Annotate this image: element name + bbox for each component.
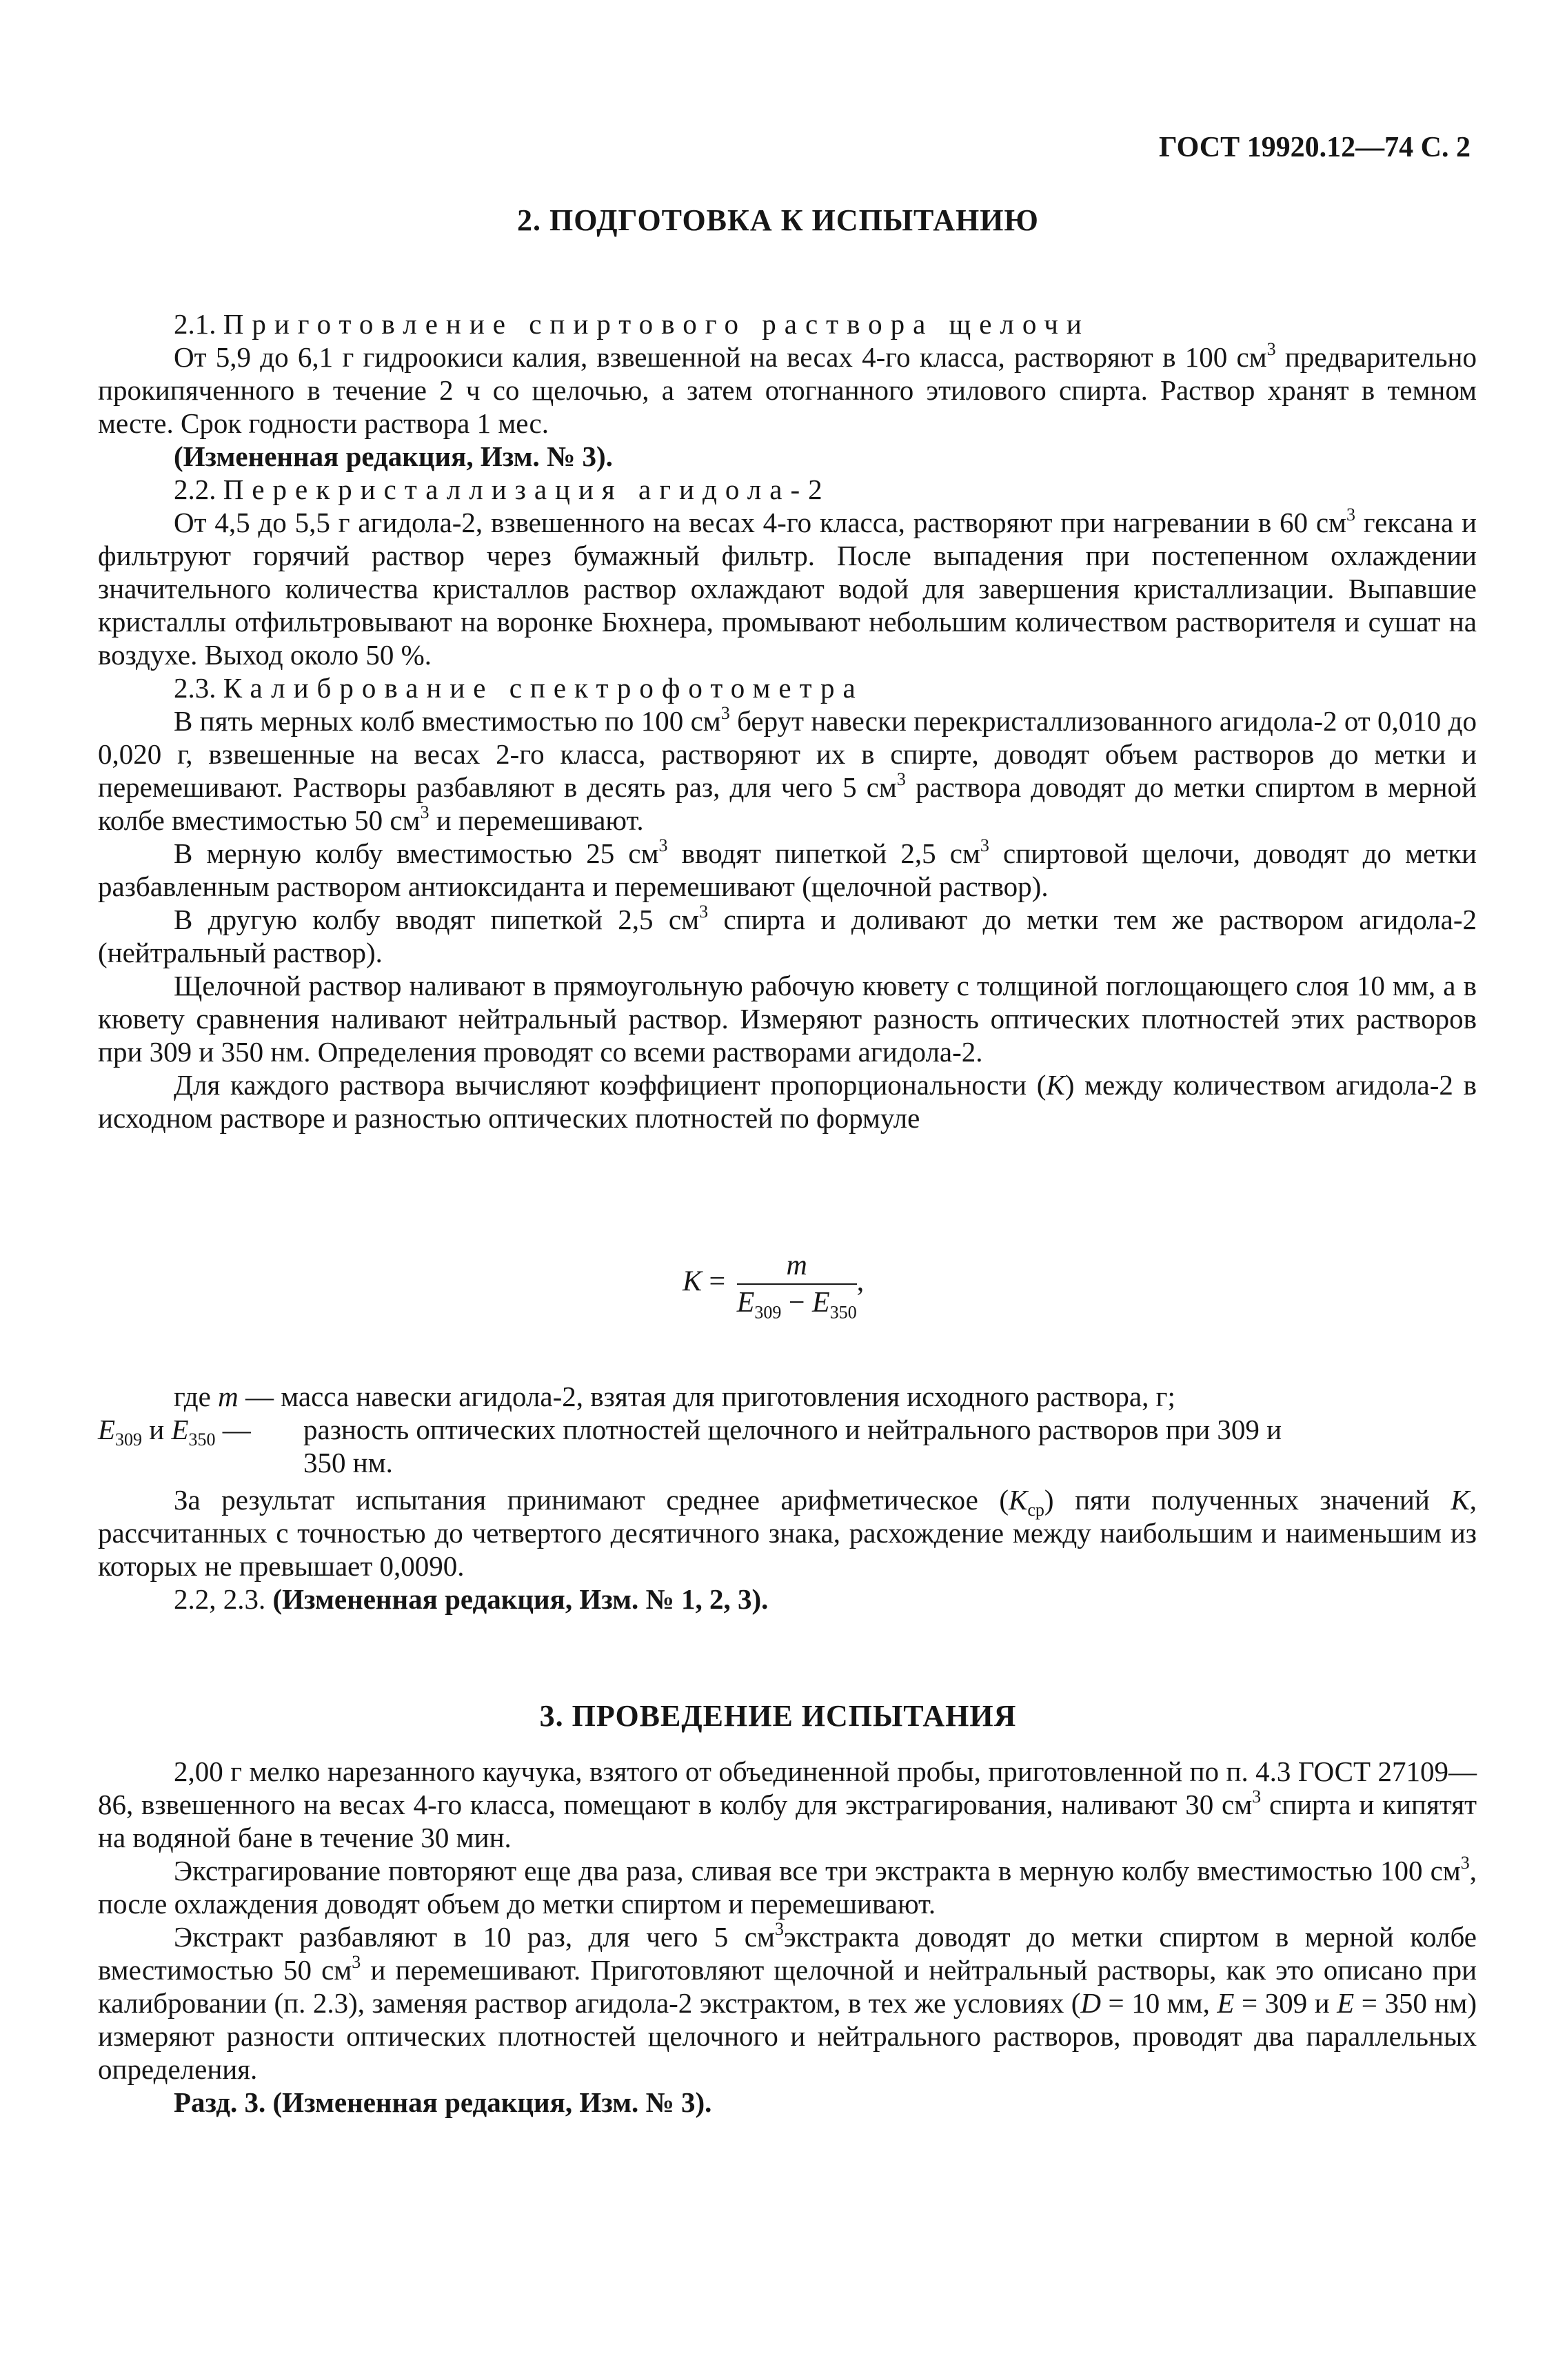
result-paragraph: За результат испытания принимают среднее арифметическое $(K_{ср})$ пяти полученных значений K, рассчитанных с точностью до четвертого десятичного знака, расхождение между наибольшим и наименьшим из которых не превышает 0,0090. 2.2, 2.3. (Измененная редакция, Изм. № 1, 2, 3). xyxy=(98,1484,1477,1615)
section-3-text-3: Экстракт разбавляют в 10 раз, для чего 5 $см^3экстракта$ доводят до метки спиртом в мерной колбе вместимостью 50 $см^3$ и перемешивают. Приготовляют щелочной и нейтральный растворы, как это описано при калибровании (п. 2.3), заменяя раствор агидола-2 экстрактом, в тех же условиях (D = 10 мм, E = 309 и E = 350 нм) измеряют разности оптических плотностей щелочного и нейтрального растворов, проводят два параллельных определения. xyxy=(98,1919,1477,2085)
clause-2-3-text-5: Для каждого раствора вычисляют коэффициент пропорциональности (K) между количеством агидола-2 в исходном растворе и разностью оптических плотностей по формуле xyxy=(98,1069,1477,1134)
clause-2-3-text-4: Щелочной раствор наливают в прямоугольную рабочую кювету с толщиной поглощающего слоя 10 мм, а в кювету сравнения наливают нейтральный раствор. Измеряют разность оптических плотностей этих растворов при 309 и 350 нм. Определения проводят со всеми растворами агидола-2. xyxy=(98,970,1477,1068)
clause-2-3-text-1: В пять мерных колб вместимостью по 100 $см^3$ берут навески перекристаллизованного агидола-2 от 0,010 до 0,020 г, взвешенные на весах 2-го класса, растворяют их в спирте, доводят объем растворов до метки и перемешивают. Растворы разбавляют в десять раз, для чего 5 $см^3$ раствора доводят до метки спиртом в мерной колбе вместимостью 50 $см^3$ и перемешивают. xyxy=(98,703,1477,836)
document-reference: ГОСТ 19920.12—74 С. 2 xyxy=(1158,132,1471,163)
clause-title: Калибрование спектрофотометра xyxy=(223,672,864,704)
clause-2-1-text: От 5,9 до 6,1 г гидроокиси калия, взвешенной на весах 4-го класса, растворяют в 100 $см^3$ предварительно прокипяченного в течение 2 ч со щелочью, а затем отогнанного этилового спирта. Раствор хранят в темном месте. Срок годности раствора 1 мес. xyxy=(98,339,1477,439)
clause-title: Приготовление спиртового раствора щелочи xyxy=(223,308,1090,340)
clause-number: 2.1. xyxy=(174,308,216,340)
clause-2-2-heading xyxy=(98,473,1477,506)
formula-k: K = $\frac{m}{E_{309} - E_{350}}$ , xyxy=(683,1250,865,1323)
result-amendment: 2.2, 2.3. (Измененная редакция, Изм. № 1, 2, 3). xyxy=(174,1583,769,1615)
clause-2-1-heading xyxy=(98,307,1477,340)
section-2-title: 2. ПОДГОТОВКА К ИСПЫТАНИЮ xyxy=(517,203,1039,237)
section-3-body xyxy=(98,1755,1477,2119)
clause-number: 2.2. xyxy=(174,474,216,505)
clause-number: 2.3. xyxy=(174,672,216,704)
section-3-amendment: Разд. 3. (Измененная редакция, Изм. № 3). xyxy=(174,2086,712,2118)
formula-numerator: m xyxy=(737,1249,857,1285)
section-3-text-1: 2,00 г мелко нарезанного каучука, взятого от объединенной пробы, приготовленной по п. 4.3 ГОСТ 27109—86, взвешенного на весах 4-го класса, помещают в колбу для экстрагирования, наливают 30 $см^3$ спирта и кипятят на водяной бане в течение 30 мин. xyxy=(98,1756,1477,1853)
clause-title: Перекристаллизация агидола-2 xyxy=(223,474,831,505)
clause-2-1-amendment: (Измененная редакция, Изм. № 3). xyxy=(174,440,613,472)
clause-2-3-text-2: В мерную колбу вместимостью 25 $см^3$ вводят пипеткой 2,5 $см^3$ спиртовой щелочи, доводят до метки разбавленным раствором антиоксиданта и перемешивают (щелочной раствор). xyxy=(98,835,1477,902)
section-3-title: 3. ПРОВЕДЕНИЕ ИСПЫТАНИЯ xyxy=(539,1699,1017,1733)
clause-2-3-heading xyxy=(98,671,1477,704)
formula-fraction xyxy=(736,1249,857,1323)
section-2-body xyxy=(98,307,1477,1135)
formula-legend: где m — масса навески агидола-2, взятая для приготовления исходного раствора, г; $E_{309}$ и $E_{350}$ — разность оптических плотностей щелочного и нейтрального растворов при 309 и 350 нм. xyxy=(98,1380,1477,1479)
clause-2-3-text-3: В другую колбу вводят пипеткой 2,5 $см^3$ спирта и доливают до метки тем же раствором агидола-2 (нейтральный раствор). xyxy=(98,902,1477,968)
legend-row-e: $E_{309}$ и $E_{350}$ — разность оптических плотностей щелочного и нейтрального растворов при 309 и xyxy=(98,1414,1282,1450)
legend-row-m: где m — масса навески агидола-2, взятая для приготовления исходного раствора, г; xyxy=(174,1381,1175,1412)
clause-2-2-text: От 4,5 до 5,5 г агидола-2, взвешенного на весах 4-го класса, растворяют при нагревании в 60 $см^3$ гексана и фильтруют горячий раствор через бумажный фильтр. После выпадения при постепенном охлаждении значительного количества кристаллов раствор охлаждают водой для завершения кристаллизации. Выпавшие кристаллы отфильтровывают на воронке Бюхнера, промывают небольшим количеством растворителя и сушат на воздухе. Выход около 50 %. xyxy=(98,505,1477,671)
formula-denominator: $E_{309} - E_{350}$ xyxy=(736,1287,857,1323)
section-3-text-2: Экстрагирование повторяют еще два раза, сливая все три экстракта в мерную колбу вместимостью 100 $см^3$, после охлаждения доводят объем до метки спиртом и перемешивают. xyxy=(98,1853,1477,1920)
